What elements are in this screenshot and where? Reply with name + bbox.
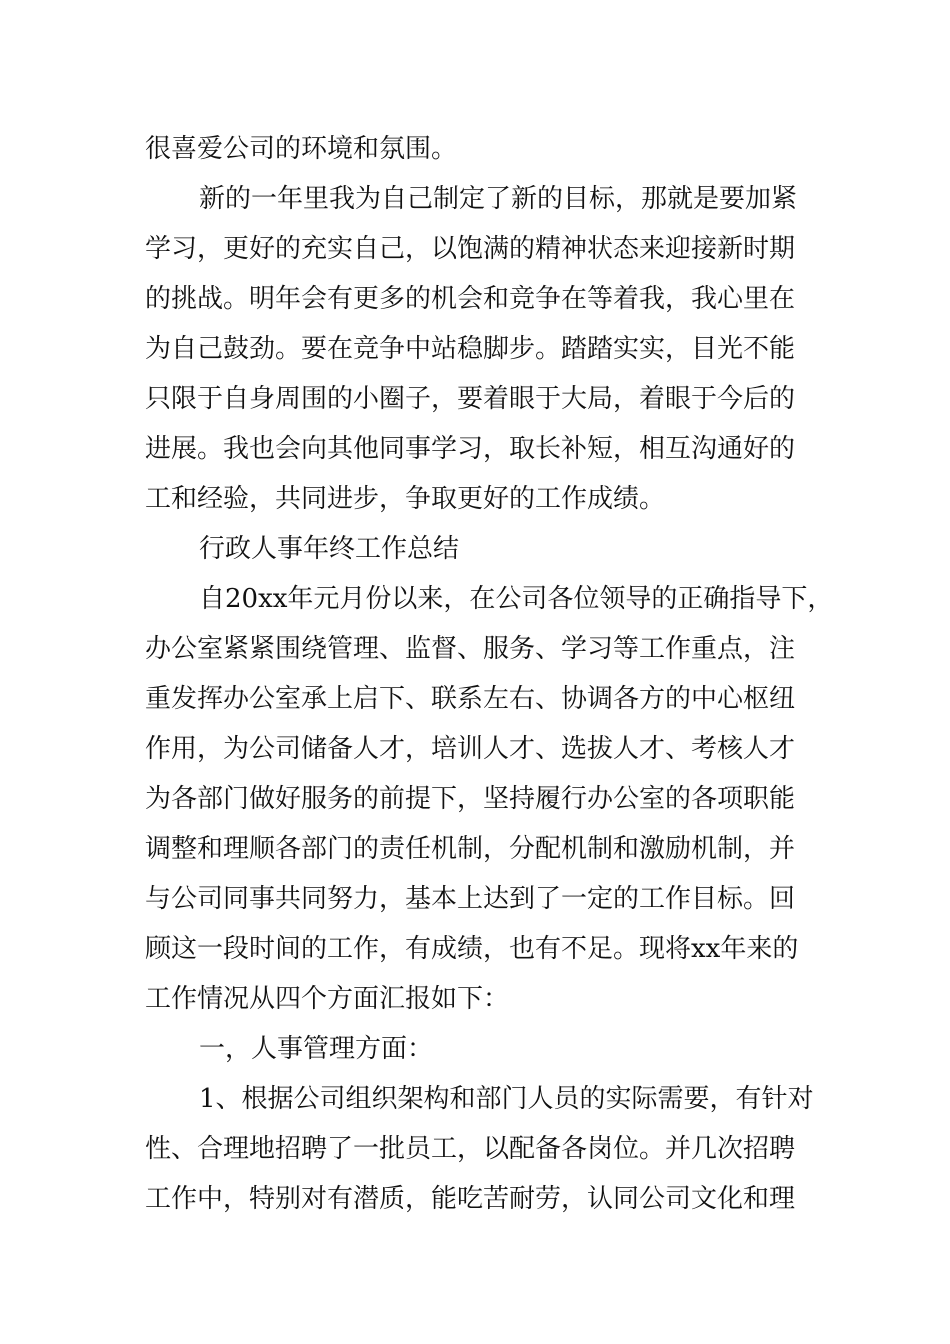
- text-line: 顾这一段时间的工作，有成绩，也有不足。现将xx年来的: [145, 934, 799, 964]
- text-line: 作用，为公司储备人才，培训人才、选拔人才、考核人才: [145, 734, 796, 764]
- text-line: 进展。我也会向其他同事学习，取长补短，相互沟通好的: [145, 434, 796, 464]
- text-line: 新的一年里我为自己制定了新的目标，那就是要加紧: [199, 184, 798, 214]
- text-line: 学习，更好的充实自己，以饱满的精神状态来迎接新时期: [145, 234, 796, 264]
- text-line: 与公司同事共同努力，基本上达到了一定的工作目标。回: [145, 884, 796, 914]
- text-line: 的挑战。明年会有更多的机会和竞争在等着我，我心里在: [145, 284, 796, 314]
- text-line: 工作中，特别对有潜质，能吃苦耐劳，认同公司文化和理: [145, 1184, 796, 1214]
- text-line: 为自己鼓劲。要在竞争中站稳脚步。踏踏实实，目光不能: [145, 334, 796, 364]
- text-line: 办公室紧紧围绕管理、监督、服务、学习等工作重点，注: [145, 634, 796, 664]
- text-line: 工作情况从四个方面汇报如下：: [145, 984, 510, 1014]
- text-line: 性、合理地招聘了一批员工，以配备各岗位。并几次招聘: [145, 1134, 796, 1164]
- body-text: [145, 124, 834, 1224]
- text-line: 工和经验，共同进步，争取更好的工作成绩。: [145, 484, 666, 514]
- subsection-heading: 一，人事管理方面：: [199, 1034, 434, 1064]
- text-line: 自20xx年元月份以来，在公司各位领导的正确指导下，: [199, 584, 834, 614]
- text-line: 重发挥办公室承上启下、联系左右、协调各方的中心枢纽: [145, 684, 796, 714]
- text-line: 很喜爱公司的环境和氛围。: [145, 134, 458, 164]
- text-line: 只限于自身周围的小圈子，要着眼于大局，着眼于今后的: [145, 384, 796, 414]
- text-line: 1、根据公司组织架构和部门人员的实际需要，有针对: [199, 1084, 814, 1114]
- section-heading: 行政人事年终工作总结: [199, 534, 460, 564]
- text-line: 为各部门做好服务的前提下，坚持履行办公室的各项职能: [145, 784, 796, 814]
- text-line: 调整和理顺各部门的责任机制，分配机制和激励机制，并: [145, 834, 796, 864]
